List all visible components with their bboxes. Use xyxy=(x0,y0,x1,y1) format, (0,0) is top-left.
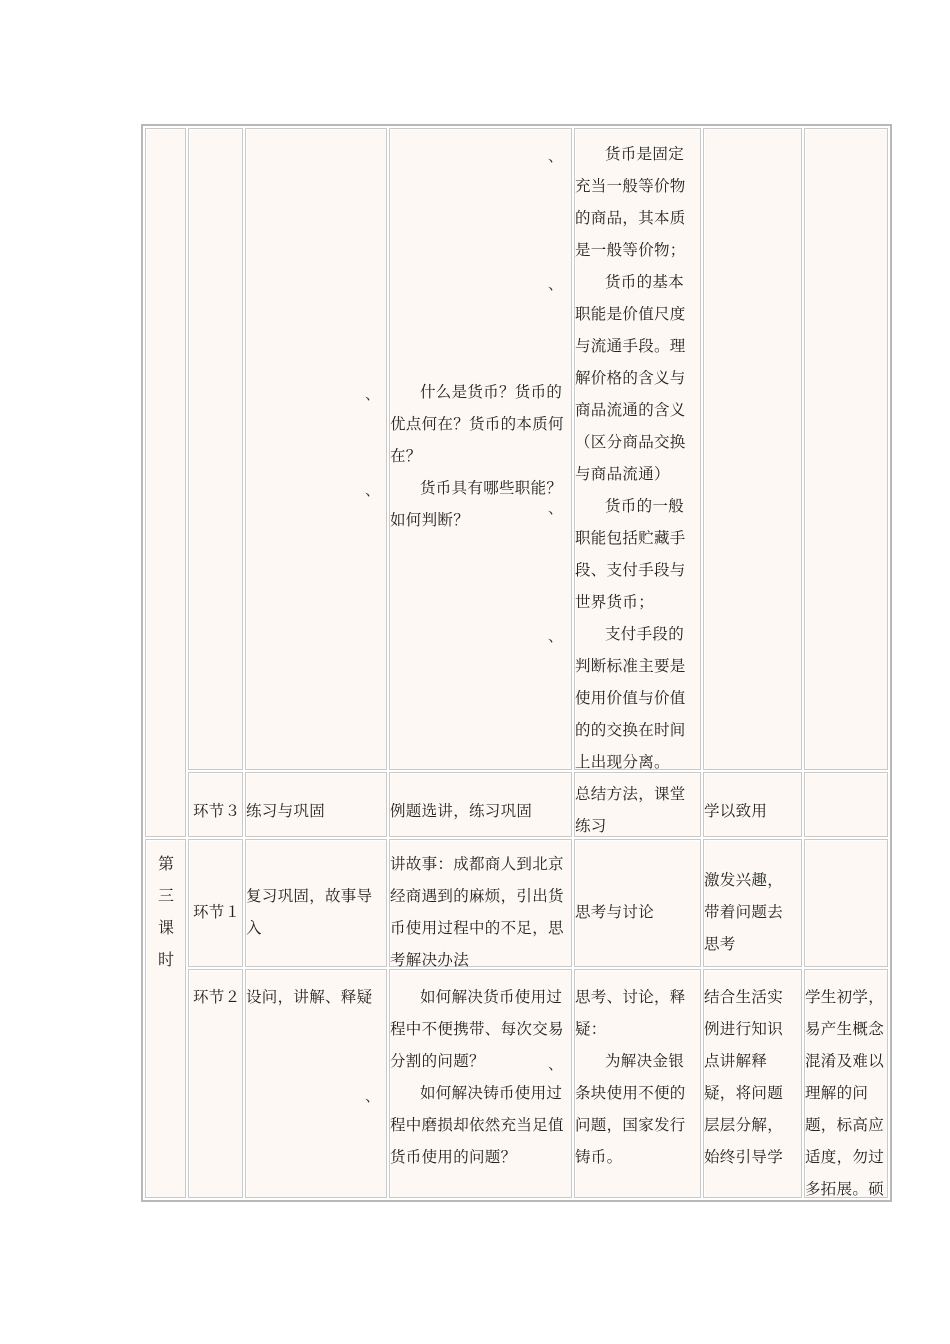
note-text: 学生初学， 易产生概念 混淆及难以 理解的问 题，标高应 适度，勿过 多拓展。硕 xyxy=(805,988,885,1196)
section-label-cell xyxy=(145,128,186,837)
question-text: 什么是货币？货币的 优点何在？货币的本质何 在？ xyxy=(390,383,564,465)
intent-text: 结合生活实 例进行知识 点讲解释 疑，将问题 层层分解， 始终引导学 xyxy=(704,988,784,1166)
intent-cell xyxy=(703,128,802,770)
student-activity-text: 总结方法，课堂 练习 xyxy=(575,785,686,835)
intent-text: 学以致用 xyxy=(704,802,768,820)
list-marker: 、 xyxy=(548,1055,564,1073)
list-marker: 、 xyxy=(548,627,564,645)
method-text: 讲故事：成都商人到北京 经商遇到的麻烦，引出货 币使用过程中的不足，思 考解决办法 xyxy=(390,855,564,969)
student-activity-text: 思考与讨论 xyxy=(575,903,655,921)
student-activity-text: 思考、讨论，释 疑： 为解决金银 条块使用不便的 问题，国家发行 铸币。 xyxy=(575,988,686,1166)
answer-text: 支付手段的 判断标准主要是 使用价值与价值 的的交换在时间 上出现分离。 xyxy=(575,625,686,771)
note-cell xyxy=(804,128,888,770)
list-marker: 、 xyxy=(548,275,564,293)
note-cell xyxy=(804,839,888,967)
method-text: 如何解决货币使用过 程中不便携带、每次交易 分割的问题？ 如何解决铸币使用过 程中磨损却依然充当足值 货币使用的问题？ xyxy=(390,988,564,1166)
content-text: 复习巩固，故事导 入 xyxy=(246,887,373,937)
stage-label: 环节１ xyxy=(193,903,241,921)
list-marker: 、 xyxy=(365,385,381,403)
stage-label: 环节３ xyxy=(193,802,241,820)
answer-text: 货币的基本 职能是价值尺度 与流通手段。理 解价格的含义与 商品流通的含义 （区分商品交换 与商品流通） xyxy=(575,273,686,483)
content-text: 设问，讲解、释疑 xyxy=(246,988,373,1006)
stage-cell xyxy=(188,128,243,770)
list-marker: 、 xyxy=(365,481,381,499)
section-label: 第 三 课 时 xyxy=(157,854,174,969)
question-text: 货币具有哪些职能？ 如何判断？ xyxy=(390,479,563,529)
list-marker: 、 xyxy=(365,1087,381,1105)
note-cell xyxy=(804,772,888,837)
answer-text: 货币的一般 职能包括贮藏手 段、支付手段与 世界货币； xyxy=(575,497,686,611)
content-cell xyxy=(245,128,387,770)
method-text: 例题选讲，练习巩固 xyxy=(390,802,533,820)
intent-text: 激发兴趣， 带着问题去 思考 xyxy=(704,871,784,953)
list-marker: 、 xyxy=(548,499,564,517)
answer-text: 货币是固定 充当一般等价物 的商品，其本质 是一般等价物； xyxy=(575,145,686,259)
list-marker: 、 xyxy=(548,147,564,165)
content-text: 练习与巩固 xyxy=(246,802,326,820)
stage-label: 环节２ xyxy=(193,988,241,1006)
